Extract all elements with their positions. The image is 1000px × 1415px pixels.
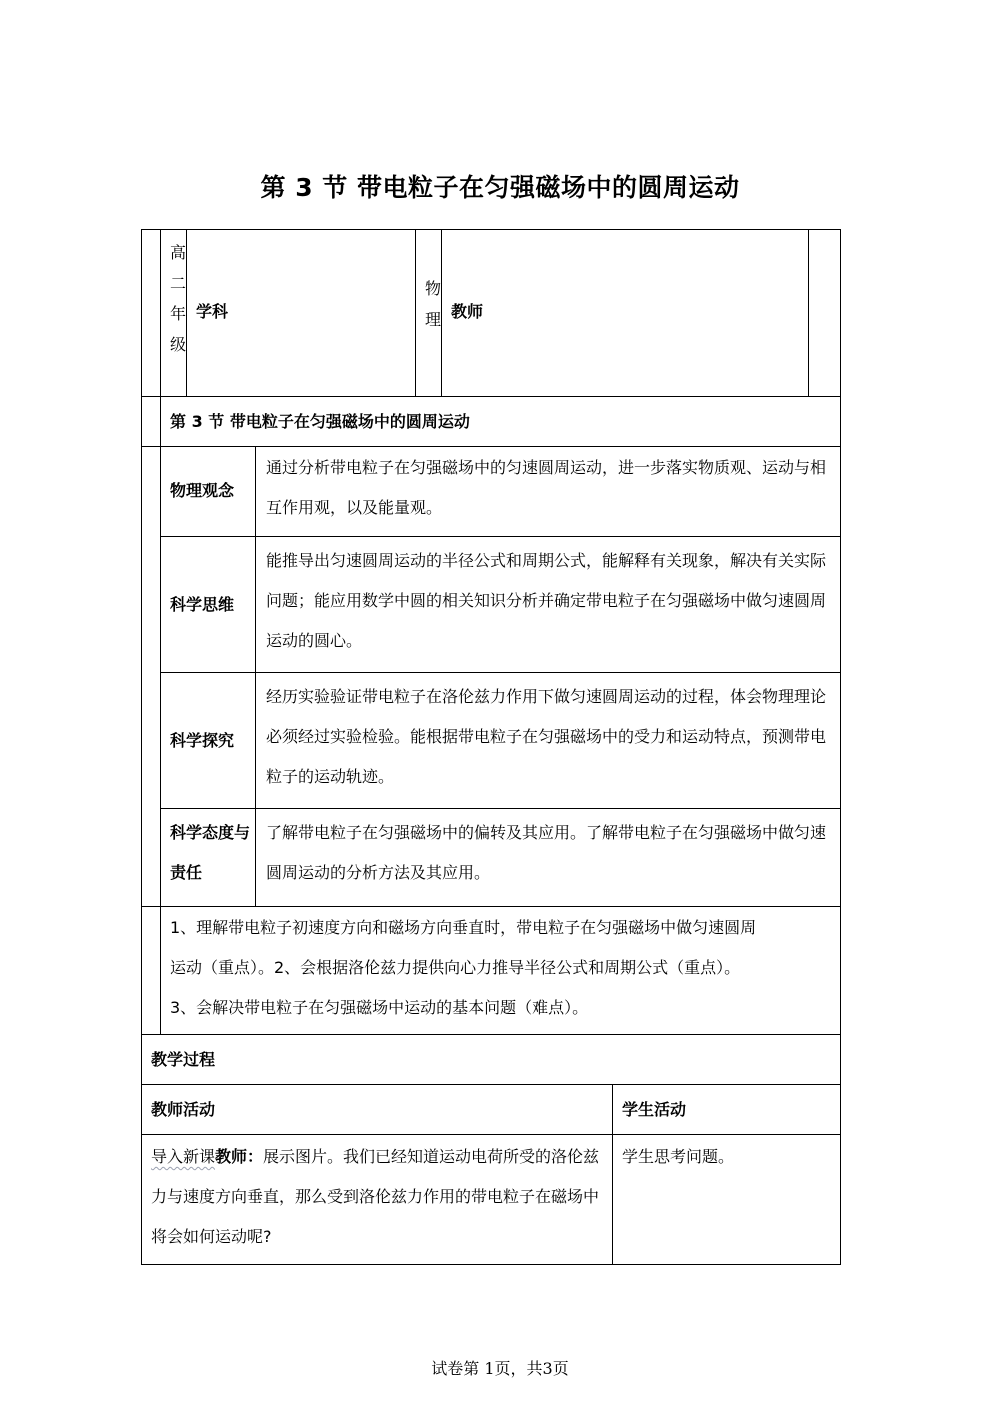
subject-value: 物理 <box>425 279 442 329</box>
teacher-activity-cell <box>151 1137 603 1257</box>
student-activity-header: 学生活动 <box>622 1100 687 1119</box>
key-point-line: 1、理解带电粒子初速度方向和磁场方向垂直时，带电粒子在匀强磁场中做匀速圆周 <box>170 918 757 937</box>
teacher-label: 教师 <box>451 302 484 321</box>
student-activity-cell: 学生思考问题。 <box>622 1147 735 1166</box>
key-points <box>170 908 836 1028</box>
objective-text: 了解带电粒子在匀强磁场中的偏转及其应用。了解带电粒子在匀强磁场中做匀速圆周运动的分析方法及其应用。 <box>266 823 827 882</box>
grade-label: 高二年级 <box>170 243 187 354</box>
intro-label: 导入新课 <box>151 1147 216 1166</box>
objective-label: 科学思维 <box>170 595 235 614</box>
lesson-title: 第 3 节 带电粒子在匀强磁场中的圆周运动 <box>170 412 470 431</box>
objective-text: 经历实验验证带电粒子在洛伦兹力作用下做匀速圆周运动的过程，体会物理理论必须经过实验检验。能根据带电粒子在匀强磁场中的受力和运动特点，预测带电粒子的运动轨迹。 <box>266 687 827 786</box>
teacher-activity-header: 教师活动 <box>151 1100 216 1119</box>
key-point-line: 3、会解决带电粒子在匀强磁场中运动的基本问题（难点）。 <box>170 998 589 1017</box>
objective-label: 科学态度与责任 <box>170 823 251 882</box>
objective-label: 科学探究 <box>170 731 235 750</box>
objective-text: 通过分析带电粒子在匀强磁场中的匀速圆周运动，进一步落实物质观、运动与相互作用观，以及能量观。 <box>266 458 827 517</box>
process-heading: 教学过程 <box>151 1050 216 1069</box>
teacher-label: 教师： <box>215 1147 264 1166</box>
document-title: 第 3 节 带电粒子在匀强磁场中的圆周运动 <box>260 173 740 202</box>
teacher-activity-text: 展示图片。我们已经知道运动电荷所受的洛伦兹力与速度方向垂直，那么受到洛伦兹力作用的带电粒子在磁场中将会如何运动呢? <box>151 1147 600 1246</box>
subject-label: 学科 <box>196 302 229 321</box>
objective-label: 物理观念 <box>170 481 235 500</box>
objective-text: 能推导出匀速圆周运动的半径公式和周期公式，能解释有关现象，解决有关实际问题；能应用数学中圆的相关知识分析并确定带电粒子在匀强磁场中做匀速圆周运动的圆心。 <box>266 551 827 650</box>
key-point-line: 运动（重点）。2、会根据洛伦兹力提供向心力推导半径公式和周期公式（重点）。 <box>170 958 741 977</box>
page-footer: 试卷第 1页，共3页 <box>431 1359 569 1378</box>
